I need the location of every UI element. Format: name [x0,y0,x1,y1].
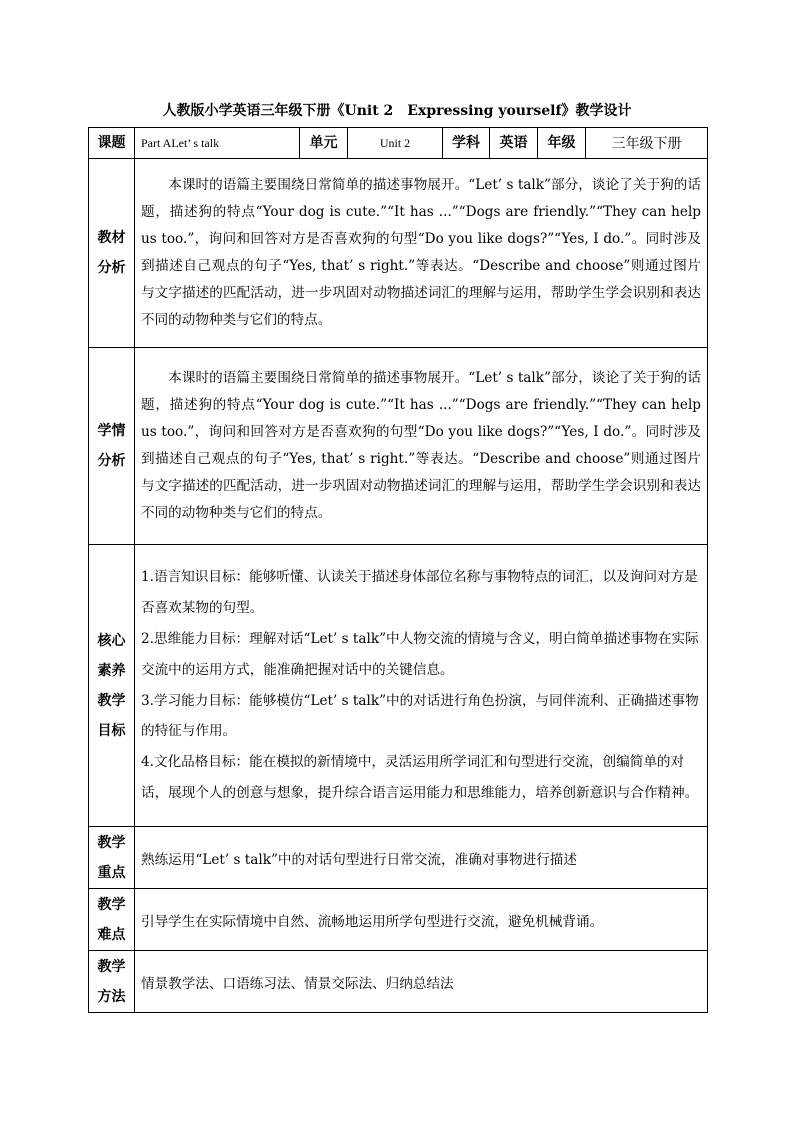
difficulties-text: 引导学生在实际情境中自然、流畅地运用所学句型进行交流，避免机械背诵。 [135,889,708,951]
lesson-plan-table [88,127,708,1013]
label-line: 方法 [97,988,126,1005]
label-line: 分析 [97,453,126,469]
grade-value: 三年级下册 [586,128,708,159]
learner-analysis-text: 本课时的语篇主要围绕日常简单的描述事物展开。“Let’ s talk”部分，谈论了关于狗的话题，描述狗的特点“Your dog is cute.”“It has ...”“Dogs are friendly.”“They can help us too.”，询问和回答对方是否喜欢狗的句型“Do you like dogs?”“Yes, I do.”。同时涉及到描述自己观点的句子“Yes, that’ s right.”等表达。“Describe and choose”则通过图片与文字描述的匹配活动，进一步巩固对动物描述词汇的理解与运用，帮助学生学会识别和表达不同的动物种类与它们的特点。 [141,370,701,521]
label-line: 难点 [97,926,126,943]
topic-label: 课题 [89,128,135,159]
goal-item: 3.学习能力目标：能够模仿“Let’ s talk”中的对话进行角色扮演，与同伴流利、正确描述事物的特征与作用。 [141,692,699,740]
topic-value: Part ALet’ s talk [135,128,300,159]
goal-item: 4.文化品格目标：能在模拟的新情境中，灵活运用所学词汇和句型进行交流，创编简单的对话，展现个人的创意与想象，提升综合语言运用能力和思维能力，培养创新意识与合作精神。 [141,754,699,801]
difficulties-row [89,889,708,951]
label-line: 目标 [97,722,126,739]
unit-value: Unit 2 [348,128,443,159]
unit-label: 单元 [300,128,348,159]
label-line: 重点 [97,864,126,881]
key-points-label [89,827,135,889]
material-analysis-label [89,159,135,348]
label-line: 核心 [97,632,126,649]
header-row [89,128,708,159]
methods-text: 情景教学法、口语练习法、情景交际法、归纳总结法 [135,951,708,1013]
learner-analysis-row [89,348,708,545]
goal-item: 2.思维能力目标：理解对话“Let’ s talk”中人物交流的情境与含义，明白简单描述事物在实际交流中的运用方式，能准确把握对话中的关键信息。 [141,630,699,678]
key-points-row [89,827,708,889]
difficulties-label [89,889,135,951]
methods-row [89,951,708,1013]
label-line: 教学 [97,896,126,913]
material-analysis-row [89,159,708,348]
label-line: 教学 [97,958,126,975]
material-analysis-content [135,159,708,348]
label-line: 素养 [97,662,126,679]
grade-label: 年级 [538,128,586,159]
label-line: 教学 [97,834,126,851]
label-line: 教学 [97,692,126,709]
subject-label: 学科 [443,128,490,159]
label-line: 教材 [97,230,126,246]
methods-label [89,951,135,1013]
label-line: 学情 [97,423,126,439]
learner-analysis-label [89,348,135,545]
material-analysis-text: 本课时的语篇主要围绕日常简单的描述事物展开。“Let’ s talk”部分，谈论了关于狗的话题，描述狗的特点“Your dog is cute.”“It has ...”“Dogs are friendly.”“They can help us too.”，询问和回答对方是否喜欢狗的句型“Do you like dogs?”“Yes, I do.”。同时涉及到描述自己观点的句子“Yes, that’ s right.”等表达。“Describe and choose”则通过图片与文字描述的匹配活动，进一步巩固对动物描述词汇的理解与运用，帮助学生学会识别和表达不同的动物种类与它们的特点。 [141,177,701,328]
learner-analysis-content [135,348,708,545]
label-line: 分析 [97,260,126,276]
document-title: 人教版小学英语三年级下册《Unit 2 Expressing yourself》教学设计 [162,103,632,119]
key-points-text: 熟练运用“Let’ s talk”中的对话句型进行日常交流，准确对事物进行描述 [135,827,708,889]
core-goals-row [89,545,708,827]
core-goals-label [89,545,135,827]
subject-value: 英语 [490,128,538,159]
goal-item: 1.语言知识目标：能够听懂、认读关于描述身体部位名称与事物特点的词汇，以及询问对方是否喜欢某物的句型。 [141,569,698,617]
core-goals-content [135,545,708,827]
